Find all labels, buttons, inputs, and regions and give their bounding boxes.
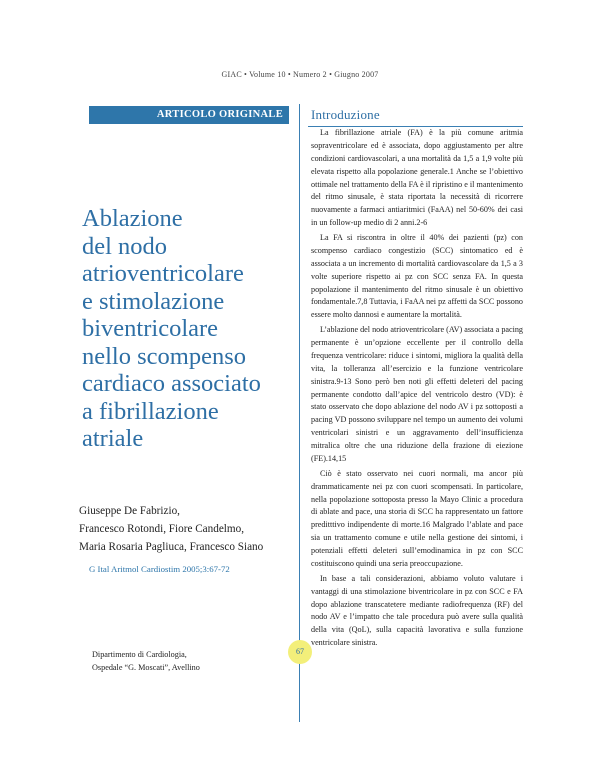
title-line: e stimolazione <box>82 287 225 315</box>
column-divider <box>299 104 300 722</box>
paragraph: L’ablazione del nodo atrioventricolare (AV) associata a pacing permanente è un’opzione eccellente per il controllo della frequenza ventricolare: riduce i sintomi, migliora la qualità della vita, la tolleranza all’esercizio e la funzione ventricolare sinistra.9-13 Sono però ben noti gli effetti deleteri del pacing permanente condotto dall’apice del ventricolo destro (VD): è stato osservato che dopo ablazione del nodo AV i pz sottoposti a pacing VD possono sviluppare nel tempo un aumento dei volumi ventricolari sinistri e un aggravamento dell’insufficienza mitralica oltre che una riduzione della frazione di eiezione (FE).14,15 <box>311 325 523 463</box>
title-line: a fibrillazione <box>82 397 219 425</box>
title-line: biventricolare <box>82 315 219 342</box>
article-title <box>82 205 292 453</box>
affiliation-line: Ospedale “G. Moscati”, Avellino <box>92 663 200 672</box>
journal-header: GIAC • Volume 10 • Numero 2 • Giugno 2007 <box>221 70 379 79</box>
title-line: del nodo <box>82 232 168 260</box>
title-line: atriale <box>82 425 144 452</box>
author-line: Francesco Rotondi, Fiore Candelmo, <box>79 523 244 535</box>
author-line: Giuseppe De Fabrizio, <box>79 505 180 517</box>
author-line: Maria Rosaria Pagliuca, Francesco Siano <box>79 541 264 553</box>
paragraph: La FA si riscontra in oltre il 40% dei pazienti (pz) con scompenso cardiaco congestizio (SCC) sintomatico ed è associata a un incremento di mortalità cardiovascolare da 1,5 a 3 volte superiore rispetto ai pz con SCC senza FA. In questa popolazione il mantenimento del ritmo sinusale è un obiettivo fondamentale.7,8 Tuttavia, i FaAA nei pz affetti da SCC possono essere molto dannosi e aumentare la mortalità. <box>311 233 523 320</box>
paragraph: Ciò è stato osservato nei cuori normali, ma ancor più drammaticamente nei pz con cuori scompensati. In particolare, nella popolazione sottoposta presso la Mayo Clinic a procedura di ablate and pace, una storia di SCC ha rappresentato un fattore preditttivo indipendente di morte.16 Malgrado l’ablate and pace sia un trattamento comune e utile nella gestione dei sintomi, i potenziali effetti deleteri sull’emodinamica in pz con SCC costituiscono quindi una seria preoccupazione. <box>311 468 523 568</box>
citation: G Ital Aritmol Cardiostim 2005;3:67-72 <box>89 564 230 574</box>
paragraph: In base a tali considerazioni, abbiamo voluto valutare i vantaggi di una stimolazione biventricolare in pz con SCC e FA dopo ablazione transcatetere mediante radiofrequenza (RF) del nodo AV e l’impatto che tale procedura può avere sulla qualità della vita (QoL), sulla capacità lavorativa e sulla funzione ventricolare sinistra. <box>311 573 523 648</box>
title-line: cardiaco associato <box>82 370 261 397</box>
title-line: Ablazione <box>82 205 183 232</box>
paragraph: La fibrillazione atriale (FA) è la più comune aritmia sopraventricolare ed è associata, dopo aggiustamento per altre condizioni cardiovascolari, a una mortalità da 1,5 a 1,9 volte più elevata rispetto alla popolazione generale.1 Anche se l’obiettivo ottimale nel trattamento della FA è il ripristino e il mantenimento del ritmo sinusale, è stata riportata la necessità di ricorrere nuovamente a farmaci antiaritmici (FaAA) nel 50-60% dei casi in un follow-up medio di 2 anni.2-6 <box>311 128 523 228</box>
affiliation-line: Dipartimento di Cardiologia, <box>92 650 187 659</box>
title-line: atrioventricolare <box>82 260 244 287</box>
title-line: nello scompenso <box>82 342 246 370</box>
page-number: 67 <box>288 640 312 664</box>
affiliation <box>92 648 200 674</box>
intro-heading: Introduzione <box>311 107 380 122</box>
body-column <box>311 127 523 650</box>
section-label: ARTICOLO ORIGINALE <box>89 106 289 124</box>
author-list <box>79 502 299 556</box>
